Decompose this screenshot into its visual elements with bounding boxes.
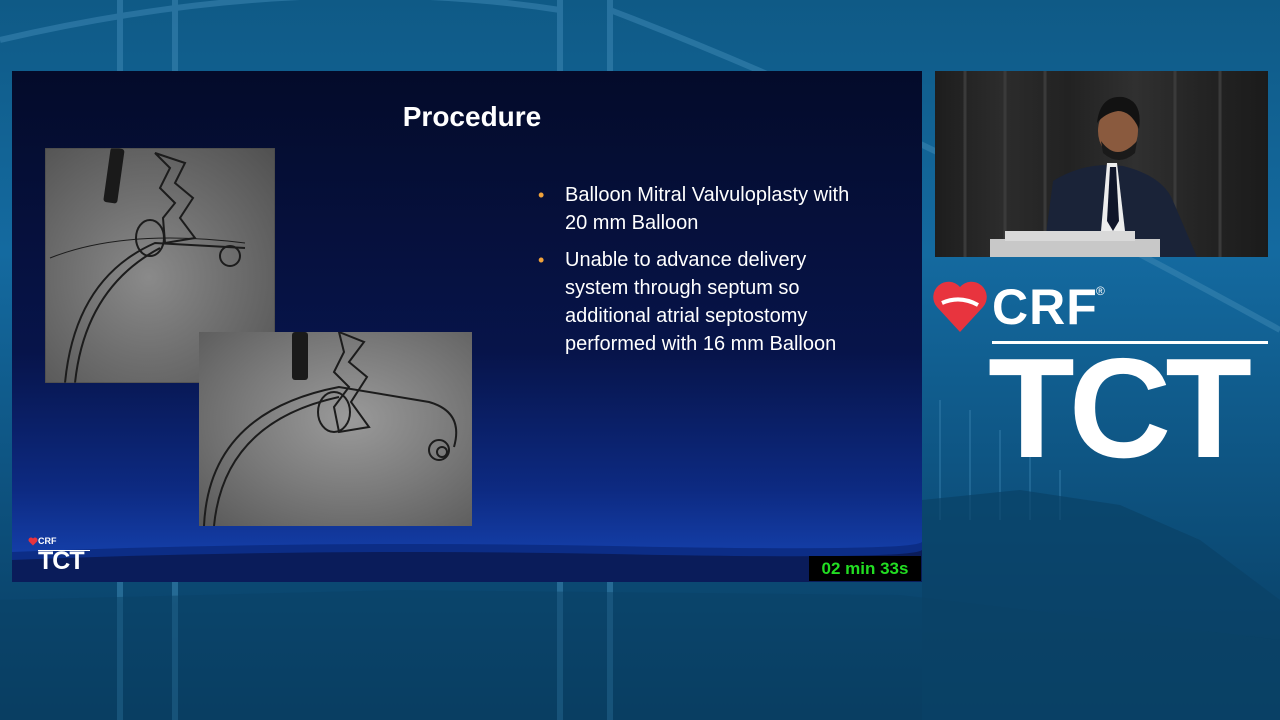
bullet-item: [538, 246, 868, 358]
crf-heart-icon: [932, 279, 988, 333]
speaker-camera-feed: [935, 71, 1268, 257]
heart-icon: [28, 537, 38, 546]
fluoroscopy-image-2: [199, 332, 472, 526]
slide-logo-crf: CRF: [38, 536, 57, 546]
bullet-marker: •: [538, 185, 545, 205]
presentation-slide: [12, 71, 922, 582]
brand-crf-text: CRF: [992, 279, 1098, 335]
registered-mark: ®: [1096, 284, 1105, 298]
slide-crf-tct-logo: [26, 534, 96, 578]
slide-logo-tct: TCT: [38, 547, 84, 575]
bullet-marker: •: [538, 250, 545, 270]
crf-tct-brand-logo: [930, 276, 1270, 486]
slide-title: Procedure: [402, 101, 542, 132]
bullet-item: [538, 181, 868, 237]
brand-tct-text: TCT: [988, 329, 1247, 488]
bullet-text: Unable to advance delivery system through septum so additional atrial septostomy performed with 16 mm Balloon: [565, 249, 837, 355]
bullet-list: [538, 181, 868, 367]
bullet-text: Balloon Mitral Valvuloplasty with 20 mm Balloon: [565, 184, 850, 234]
countdown-timer: 02 min 33s: [809, 556, 921, 581]
